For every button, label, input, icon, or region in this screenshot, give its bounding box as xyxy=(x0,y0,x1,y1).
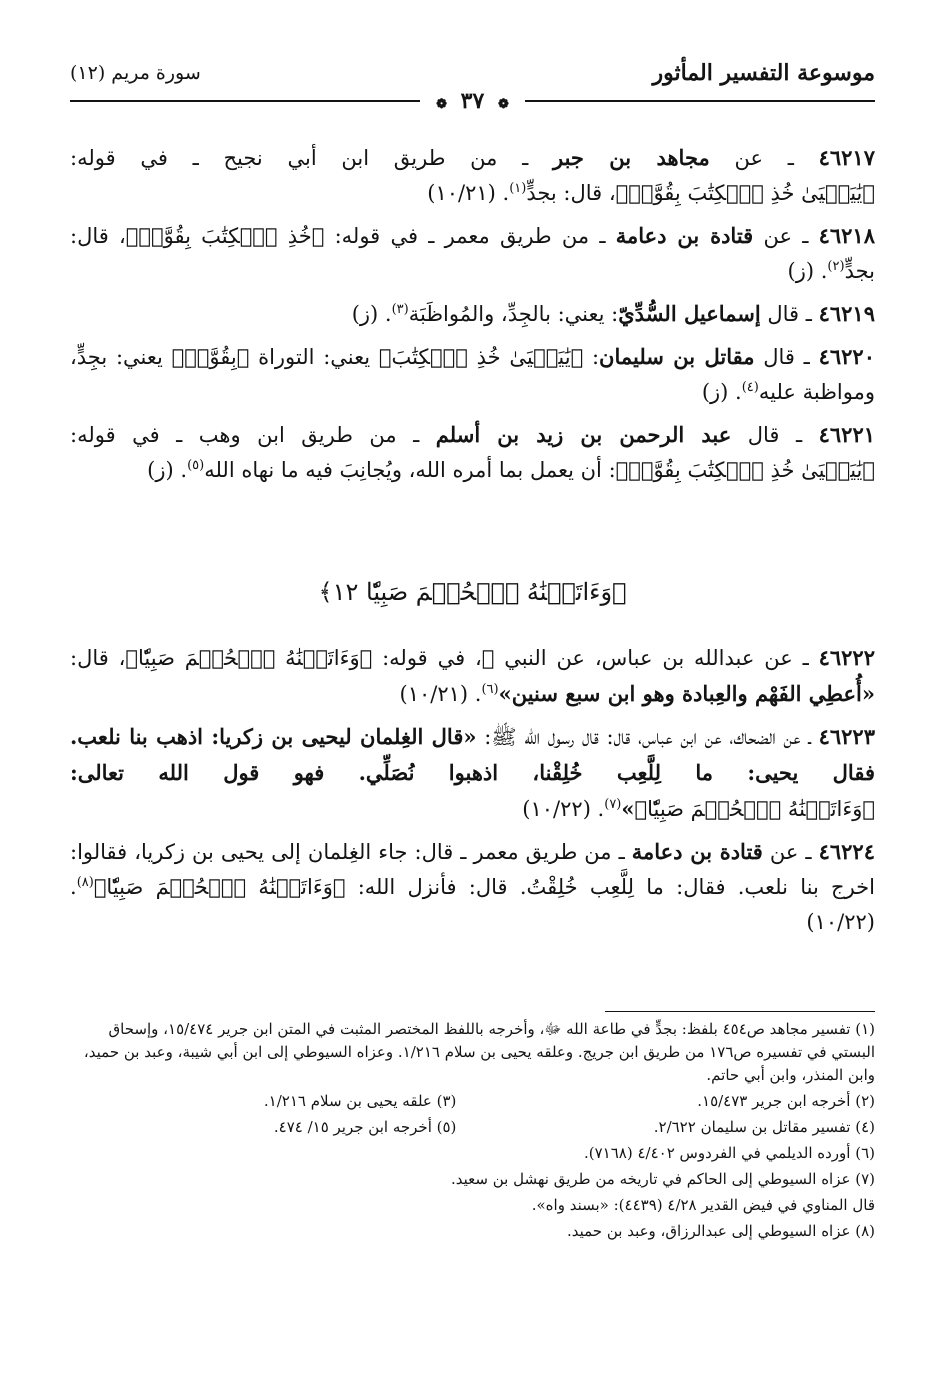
volume-reference: . (١٠/٢٢) xyxy=(522,797,605,821)
narrations-block-1 xyxy=(70,140,875,495)
ayah-heading: ﴿وَءَاتَيۡنَٰهُ ٱلۡحُكۡمَ صَبِيّٗا ١٢﴾ xyxy=(318,578,627,606)
footnote-marker: (٢) xyxy=(827,259,845,274)
narration-text: : أن يعمل بما أمره الله، ويُجانِبَ فيه ما نهاه الله xyxy=(204,458,616,482)
narration-number: ٤٦٢٢١ xyxy=(818,422,876,447)
footnote-marker: (٦) xyxy=(481,682,499,697)
narration-number: ٤٦٢٢٣ xyxy=(818,724,875,749)
narration-text: ـ من طريق معمر ـ قال: جاء الغِلمان إلى يحيى بن زكريا، فقالوا: اخرج بنا نلعب. فقال: ما لِلَّعِب خُلِقْتُ. قال: فأنزل الله: xyxy=(70,840,875,899)
hadith-text: «قال الغِلمان ليحيى بن زكريا: اذهب بنا نلعب. فقال يحيى: ما لِلَّعِب خُلِقْنا، اذهبوا نُصَلِّي. فهو قول الله تعالى: xyxy=(70,724,875,785)
footnote-8: (٨) عزاه السيوطي إلى عبدالرزاق، وعبد بن حميد. xyxy=(566,1222,875,1240)
volume-reference: . (ز) xyxy=(351,302,392,326)
narration-text: ـ عن xyxy=(709,146,819,170)
narration-number: ٤٦٢٢٢ xyxy=(818,645,875,670)
narrator-name: قتادة بن دعامة xyxy=(631,839,763,864)
volume-reference: . (ز) xyxy=(147,458,188,482)
footnote-row xyxy=(70,1116,875,1139)
narrator-name: عبد الرحمن بن زيد بن أسلم xyxy=(435,422,732,447)
page-number-box xyxy=(420,88,525,114)
footnote-1: (١) تفسير مجاهد ص٤٥٤ بلفظ: بجدٍّ في طاعة الله ﷻ، وأخرجه باللفظ المختصر المثبت في المتن ابن جرير ١٥/٤٧٤، وإسحاق البستي في تفسيره ص١٧٦ من طريق ابن جريج. وعلقه يحيى بن سلام ١/٢١٦. وعزاه السيوطي إلى ابن أبي شيبة، وعبد بن حميد، وابن المنذر، وابن أبي حاتم. xyxy=(83,1020,875,1084)
footnote-3: (٣) علقه يحيى بن سلام ١/٢١٦. xyxy=(263,1092,457,1110)
book-title: موسوعة التفسير المأثور xyxy=(652,60,875,86)
footnote-marker: (٨) xyxy=(76,875,94,890)
page-number: ٣٧ xyxy=(460,88,485,114)
volume-reference: . (١٠/٢٢) xyxy=(70,875,875,934)
hadith-text-end: » xyxy=(621,796,635,821)
narration-text: : يعني: بالجِدِّ، والمُواظَبَة xyxy=(408,302,619,326)
narration-text: ـ عن xyxy=(753,224,819,248)
narration-number: ٤٦٢١٩ xyxy=(818,301,875,326)
footnote-5: (٥) أخرجه ابن جرير ١٥/ ٤٧٤. xyxy=(273,1118,457,1136)
narration-text: ، قال: xyxy=(70,646,126,670)
narration-text: ـ عن عبدالله بن عباس، عن النبي ﷺ، في قوله: xyxy=(372,646,819,670)
volume-reference: . (١٠/٢١) xyxy=(399,682,482,706)
footnote-4: (٤) تفسير مقاتل بن سليمان ٢/٦٢٢. xyxy=(653,1118,875,1136)
narration-number: ٤٦٢٢٠ xyxy=(818,344,875,369)
volume-reference: . (١٠/٢١) xyxy=(427,181,510,205)
footnote-marker: (٤) xyxy=(741,380,759,395)
narration-46224 xyxy=(70,834,875,940)
footnote-marker: (٥) xyxy=(187,458,205,473)
narration-46222 xyxy=(70,640,875,712)
footnote-row xyxy=(70,1090,875,1113)
narration-text: ـ قال xyxy=(731,423,819,447)
narration-text: ـ قال xyxy=(754,345,819,369)
footnote-2: (٢) أخرجه ابن جرير ١٥/٤٧٣. xyxy=(697,1092,875,1110)
ornament-icon: ❁ xyxy=(497,97,509,112)
narration-number: ٤٦٢١٨ xyxy=(818,223,875,248)
footnote-marker: (٣) xyxy=(391,302,409,317)
footnote-marker: (١) xyxy=(509,181,527,196)
quran-quote: ﴿يَٰيَحۡيَىٰ خُذِ ٱلۡكِتَٰبَ بِقُوَّةٖ﴾ xyxy=(615,458,875,482)
quran-quote: ﴿وَءَاتَيۡنَٰهُ ٱلۡحُكۡمَ صَبِيّٗا﴾ xyxy=(93,875,346,899)
narration-text: يعني: التوراة ﴿بِقُوَّةٖ﴾ يعني: بجِدٍّ، ومواظبة عليه xyxy=(70,345,875,404)
narration-text: ـ قال xyxy=(760,302,819,326)
narration-text: ـ من طريق معمر ـ في قوله: xyxy=(324,224,616,248)
narration-number: ٤٦٢١٧ xyxy=(818,145,875,170)
footnotes xyxy=(70,1018,875,1246)
narration-46223 xyxy=(70,719,875,827)
surah-label: سورة مريم (١٢) xyxy=(70,62,201,84)
footnote-7-continued: قال المناوي في فيض القدير ٤/٢٨ (٤٤٣٩): «بسند واه». xyxy=(531,1196,875,1214)
quran-quote: ﴿يَٰيَحۡيَىٰ خُذِ ٱلۡكِتَٰبَ بِقُوَّةٖ﴾ xyxy=(615,181,875,205)
narration-text: ، قال: بجدٍّ xyxy=(526,181,616,205)
footnote-6: (٦) أورده الديلمي في الفردوس ٤/٤٠٢ (٧١٦٨). xyxy=(583,1144,875,1162)
narrator-name: مقاتل بن سليمان xyxy=(599,344,755,369)
narration-46218 xyxy=(70,218,875,289)
narration-46220 xyxy=(70,339,875,410)
narration-text: ، قال: بجدٍّ xyxy=(70,224,875,283)
quran-quote: ﴿وَءَاتَيۡنَٰهُ ٱلۡحُكۡمَ صَبِيّٗا﴾ xyxy=(634,797,875,821)
narrator-name: مجاهد بن جبر xyxy=(553,145,710,170)
ornament-icon: ❁ xyxy=(436,97,447,112)
narration-text: ـ عن الضحاك، عن ابن عباس، قال: قال رسول الله ﷺ: xyxy=(476,725,819,749)
footnote-divider xyxy=(605,1011,875,1012)
narration-text: ـ من طريق ابن أبي نجيح ـ في قوله: xyxy=(70,146,553,170)
volume-reference: . (ز) xyxy=(787,259,828,283)
narration-46219 xyxy=(70,296,875,332)
narration-46221 xyxy=(70,417,875,488)
quran-quote: ﴿وَءَاتَيۡنَٰهُ ٱلۡحُكۡمَ صَبِيّٗا﴾ xyxy=(125,646,373,670)
hadith-text: «أُعطِي الفَهْم والعِبادة وهو ابن سبع سنين» xyxy=(498,681,875,706)
narration-text: ـ من طريق ابن وهب ـ في قوله: xyxy=(70,423,436,447)
narration-text: : xyxy=(583,345,600,369)
narration-46217 xyxy=(70,140,875,211)
narrations-block-2 xyxy=(70,640,875,947)
volume-reference: . (ز) xyxy=(701,380,742,404)
page-header xyxy=(70,60,875,114)
narrator-name: إسماعيل السُّدِّيّ xyxy=(618,301,761,326)
narration-text: ـ عن xyxy=(762,840,819,864)
footnote-marker: (٧) xyxy=(604,797,622,812)
footnote-7: (٧) عزاه السيوطي إلى الحاكم في تاريخه من طريق نهشل بن سعيد. xyxy=(451,1170,875,1188)
quran-quote: ﴿يَٰيَحۡيَىٰ خُذِ ٱلۡكِتَٰبَ﴾ xyxy=(378,345,584,369)
narrator-name: قتادة بن دعامة xyxy=(615,223,754,248)
narration-number: ٤٦٢٢٤ xyxy=(818,839,875,864)
page-number-wrap xyxy=(70,88,875,114)
quran-quote: ﴿خُذِ ٱلۡكِتَٰبَ بِقُوَّةٖ﴾ xyxy=(125,224,325,248)
